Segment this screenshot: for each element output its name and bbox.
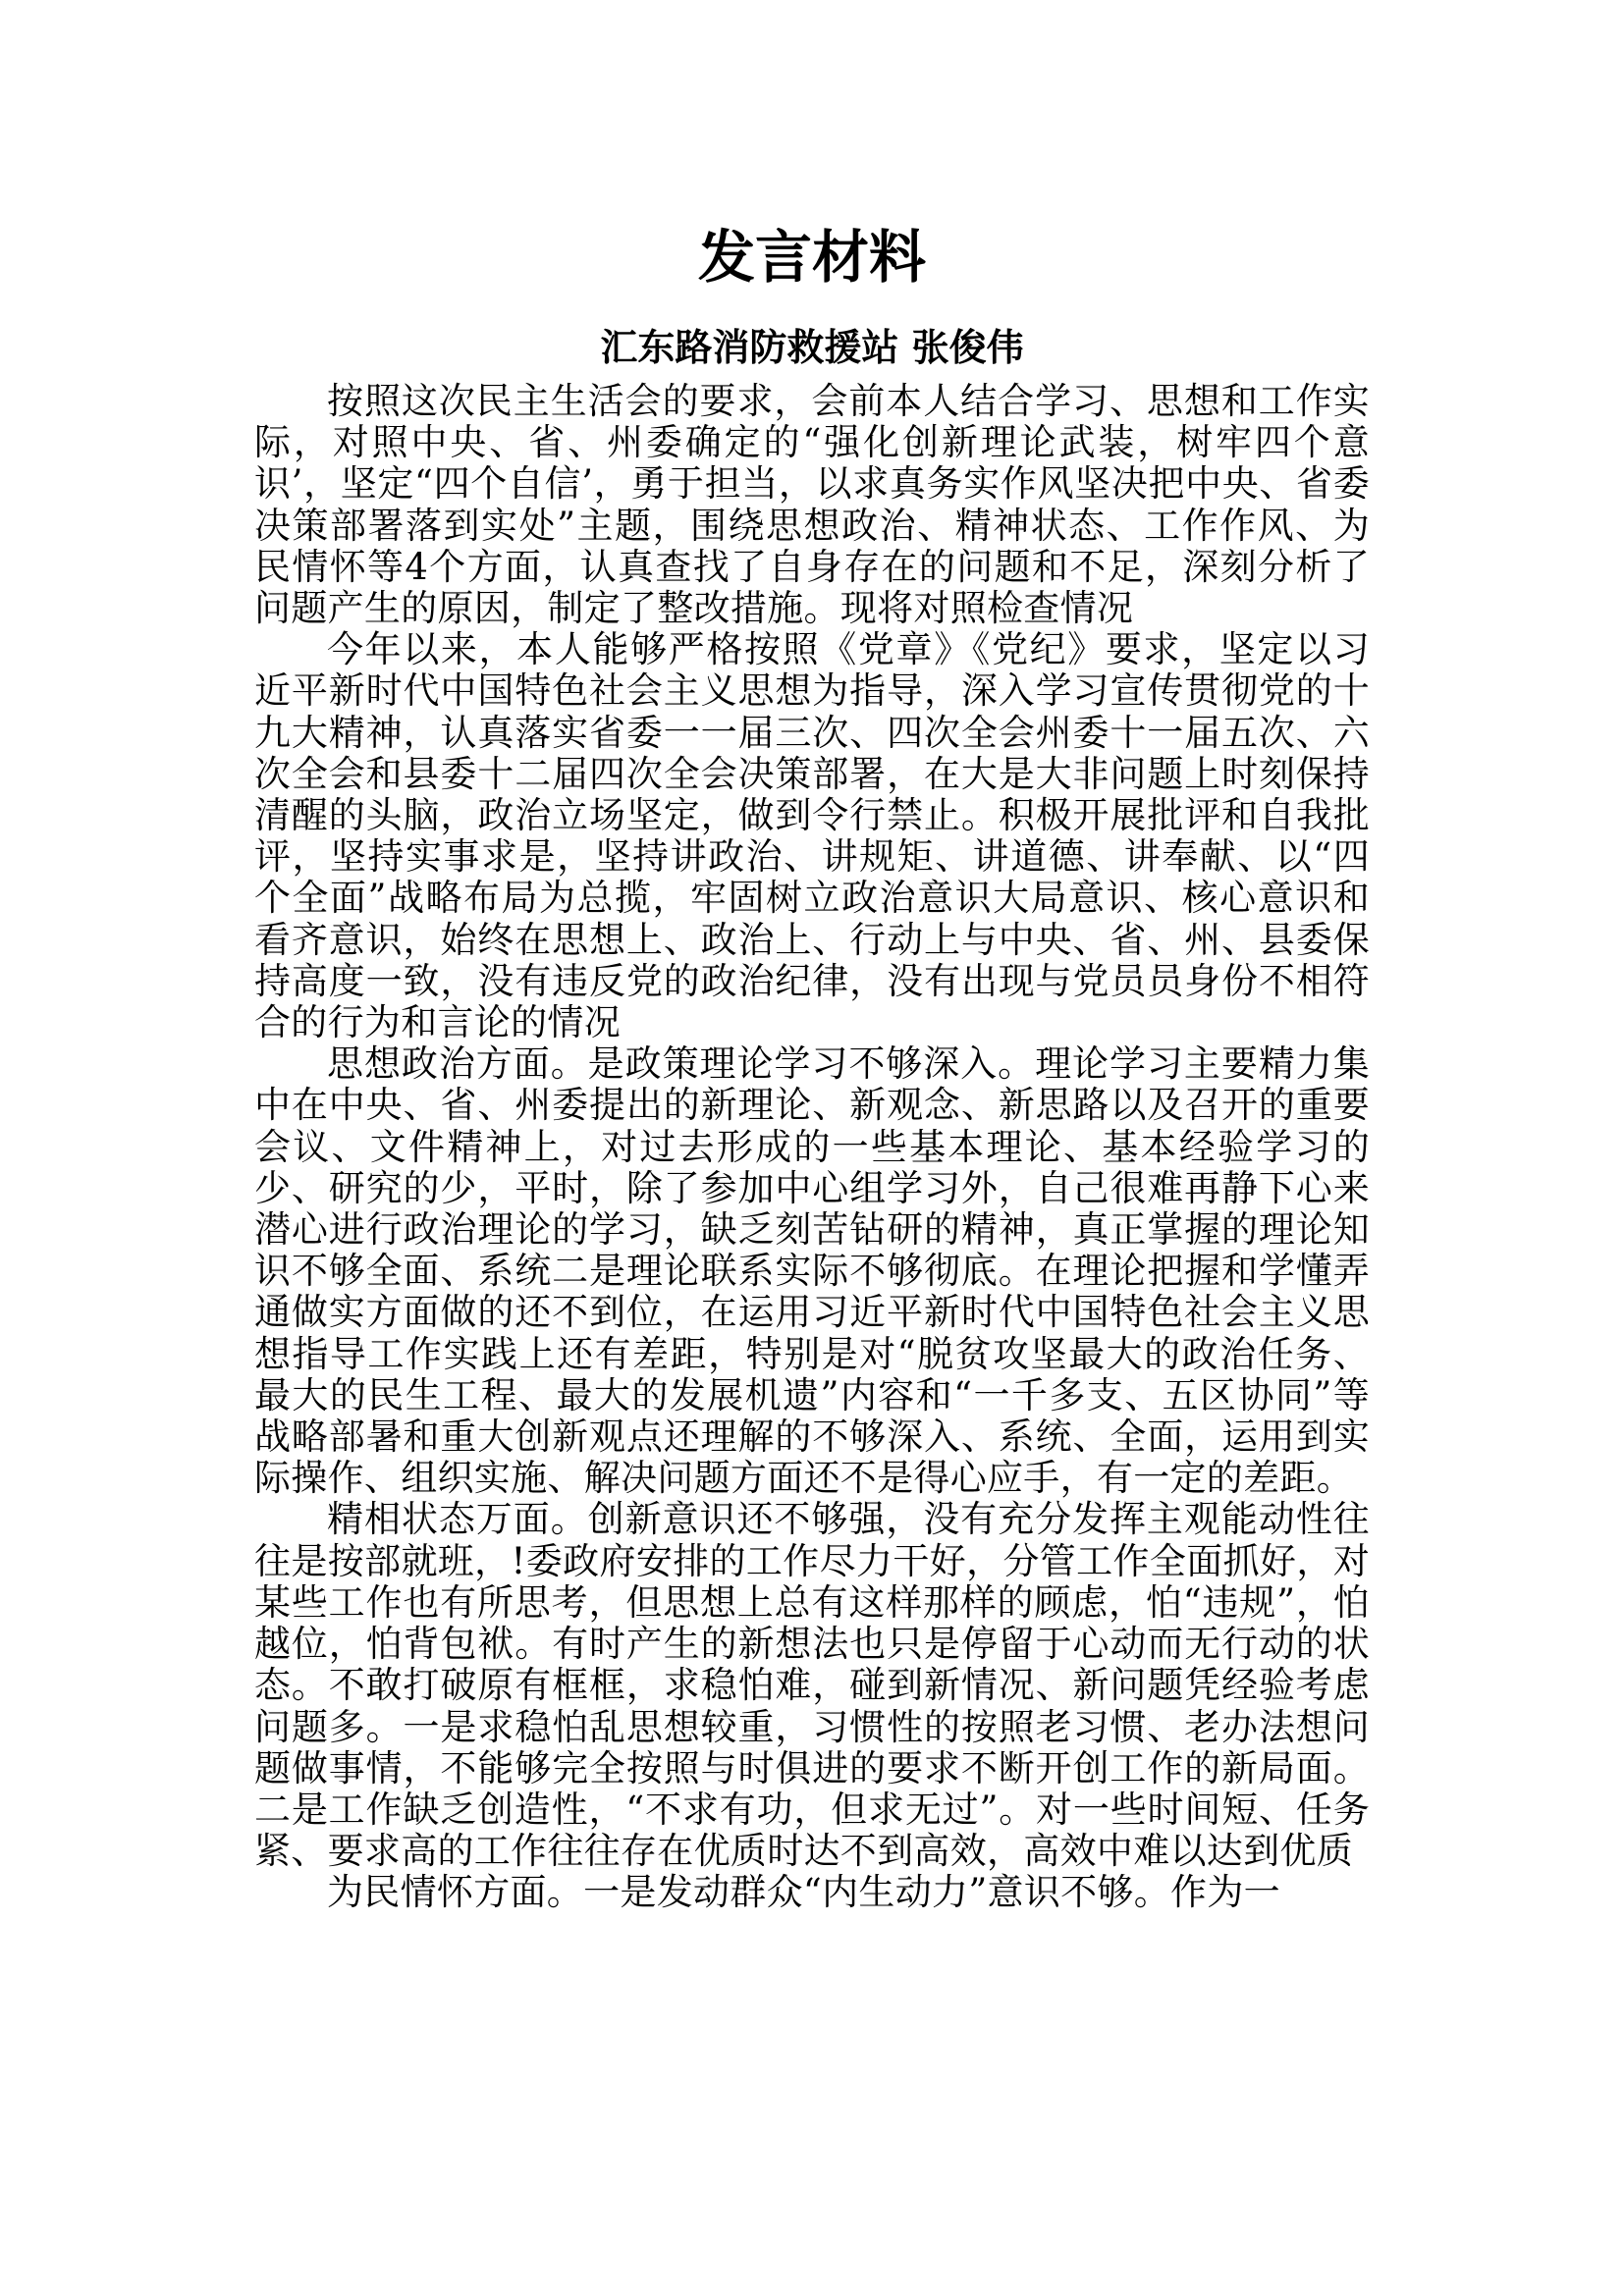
paragraph-ideological-political: 思想政治方面。是政策理论学习不够深入。理论学习主要精力集中在中央、省、州委提出的新理论、新观念、新思路以及召开的重要会议、文件精神上，对过去形成的一些基本理论、基本经验学习的少、研究的少，平时，除了参加中心组学习外，自己很难再静下心来潜心进行政治理论的学习，缺乏刻苦钻研的精神，真正掌握的理论知识不够全面、系统二是理论联系实际不够彻底。在理论把握和学懂弄通做实方面做的还不到位，在运用习近平新时代中国特色社会主义思想指导工作实践上还有差距，特别是对“脱贫攻坚最大的政治任务、最大的民生工程、最大的发展机遗”内容和“一千多支、五区协同”等战略部暑和重大创新观点还理解的不够深入、系统、全面，运用到实际操作、组织实施、解决问题方面还不是得心应手，有一定的差距。 — [254, 1042, 1370, 1500]
paragraph-people-oriented: 为民情怀方面。一是发动群众“内生动力”意识不够。作为一 — [327, 1871, 1280, 1914]
paragraph-mental-state: 精相状态万面。创新意识还不够强，没有充分发挥主观能动性往往是按部就班，!委政府安排的工作尽力干好，分管工作全面抓好，对某些工作也有所思考，但思想上总有这样那样的顾虑，怕“违规”，怕越位，怕背包袱。有时产生的新想法也只是停留于心动而无行动的状态。不敢打破原有框框，求稳怕难，碰到新情况、新问题凭经验考虑问题多。一是求稳怕乱思想较重，习惯性的按照老习惯、老办法想问题做事情，不能够完全按照与时俱进的要求不断开创工作的新局面。二是工作缺乏创造性，“不求有功，但求无过”。对一些时间短、任务紧、要求高的工作往往存在优质时达不到高效，高效中难以达到优质 — [254, 1498, 1370, 1873]
document-body — [254, 381, 1370, 1914]
author-line: 汇东路消防救援站 张俊伟 — [600, 326, 1024, 369]
document-title: 发言材料 — [697, 224, 926, 291]
paragraph-intro: 按照这次民主生活会的要求，会前本人结合学习、思想和工作实际，对照中央、省、州委确定的“强化创新理论武装，树牢四个意识’，坚定“四个自信’，勇于担当，以求真务实作风坚决把中央、省委决策部署落到实处”主题，围绕思想政治、精神状态、工作作风、为民情怀等4个方面，认真查找了自身存在的问题和不足，深刻分析了问题产生的原因，制定了整改措施。现将对照检查情况 — [254, 380, 1370, 630]
paragraph-overall-conduct: 今年以来，本人能够严格按照《党章》《党纪》要求，坚定以习近平新时代中国特色社会主义思想为指导，深入学习宣传贯彻党的十九大精神，认真落实省委一一届三次、四次全会州委十一届五次、六次全会和县委十二届四次全会决策部署，在大是大非问题上时刻保持清醒的头脑，政治立场坚定，做到令行禁止。积极开展批评和自我批评，坚持实事求是，坚持讲政治、讲规矩、讲道德、讲奉献、以“四个全面”战略布局为总揽，牢固树立政治意识大局意识、核心意识和看齐意识，始终在思想上、政治上、行动上与中央、省、州、县委保持高度一致，没有违反党的政治纪律，没有出现与党员员身份不相符合的行为和言论的情况 — [254, 628, 1370, 1044]
